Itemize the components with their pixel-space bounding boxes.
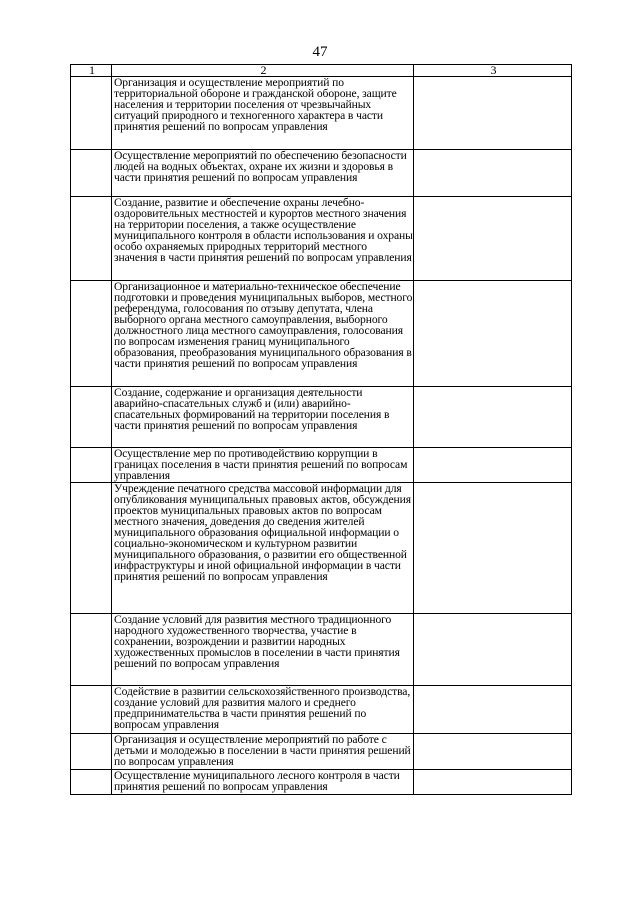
row-number-cell [71, 448, 112, 483]
row-text-cell: Содействие в развитии сельскохозяйственного производства, создание условий для развития малого и среднего предпринимательства в части принятия решений по вопросам управления [112, 686, 414, 734]
row-extra-cell [414, 448, 572, 483]
row-number-cell [71, 686, 112, 734]
row-text-cell: Осуществление муниципального лесного контроля в части принятия решений по вопросам управления [112, 770, 414, 795]
table-row [71, 614, 572, 686]
row-text-cell: Организационное и материально-техническое обеспечение подготовки и проведения муниципальных выборов, местного референдума, голосования по отзыву депутата, члена выборного органа местного самоуправления, выборного должностного лица местного самоуправления, голосования по вопросам изменения границ муниципального образования, преобразования муниципального образования в части принятия решений по вопросам управления [112, 281, 414, 387]
row-text-cell: Создание условий для развития местного традиционного народного художественного творчества, участие в сохранении, возрождении и развитии народных художественных промыслов в поселении в части принятия решений по вопросам управления [112, 614, 414, 686]
row-number-cell [71, 770, 112, 795]
header-col-2: 2 [112, 65, 414, 77]
row-extra-cell [414, 197, 572, 281]
row-text-cell: Организация и осуществление мероприятий по работе с детьми и молодежью в поселении в части принятия решений по вопросам управления [112, 734, 414, 770]
table-header [71, 65, 572, 77]
row-extra-cell [414, 150, 572, 197]
row-extra-cell [414, 734, 572, 770]
table-body [71, 77, 572, 795]
row-number-cell [71, 734, 112, 770]
row-extra-cell [414, 686, 572, 734]
row-number-cell [71, 197, 112, 281]
row-number-cell [71, 150, 112, 197]
table-row [71, 77, 572, 150]
table-row [71, 281, 572, 387]
table-row [71, 387, 572, 448]
row-text-cell: Создание, содержание и организация деятельности аварийно-спасательных служб и (или) аварийно-спасательных формирований на территории поселения в части принятия решений по вопросам управления [112, 387, 414, 448]
row-text-cell: Организация и осуществление мероприятий по территориальной обороне и гражданской обороне, защите населения и территории поселения от чрезвычайных ситуаций природного и техногенного характера в части принятия решений по вопросам управления [112, 77, 414, 150]
table-row [71, 448, 572, 483]
table-row [71, 770, 572, 795]
row-extra-cell [414, 614, 572, 686]
header-col-1: 1 [71, 65, 112, 77]
row-extra-cell [414, 281, 572, 387]
table-row [71, 686, 572, 734]
row-text-cell: Создание, развитие и обеспечение охраны лечебно-оздоровительных местностей и курортов местного значения на территории поселения, а также осуществление муниципального контроля в области использования и охраны особо охраняемых природных территорий местного значения в части принятия решений по вопросам управления [112, 197, 414, 281]
powers-table [70, 64, 572, 795]
header-col-3: 3 [414, 65, 572, 77]
table-row [71, 150, 572, 197]
page-number: 47 [312, 44, 328, 60]
table-row [71, 734, 572, 770]
row-text-cell: Учреждение печатного средства массовой информации для опубликования муниципальных правовых актов, обсуждения проектов муниципальных правовых актов по вопросам местного значения, доведения до сведения жителей муниципального образования официальной информации о социально-экономическом и культурном развитии муниципального образования, о развитии его общественной инфраструктуры и иной официальной информации в части принятия решений по вопросам управления [112, 483, 414, 614]
row-number-cell [71, 483, 112, 614]
row-extra-cell [414, 770, 572, 795]
row-text-cell: Осуществление мероприятий по обеспечению безопасности людей на водных объектах, охране их жизни и здоровья в части принятия решений по вопросам управления [112, 150, 414, 197]
row-extra-cell [414, 387, 572, 448]
row-number-cell [71, 387, 112, 448]
row-extra-cell [414, 77, 572, 150]
row-text-cell: Осуществление мер по противодействию коррупции в границах поселения в части принятия решений по вопросам управления [112, 448, 414, 483]
row-extra-cell [414, 483, 572, 614]
table-row [71, 483, 572, 614]
table-row [71, 197, 572, 281]
row-number-cell [71, 281, 112, 387]
row-number-cell [71, 77, 112, 150]
row-number-cell [71, 614, 112, 686]
